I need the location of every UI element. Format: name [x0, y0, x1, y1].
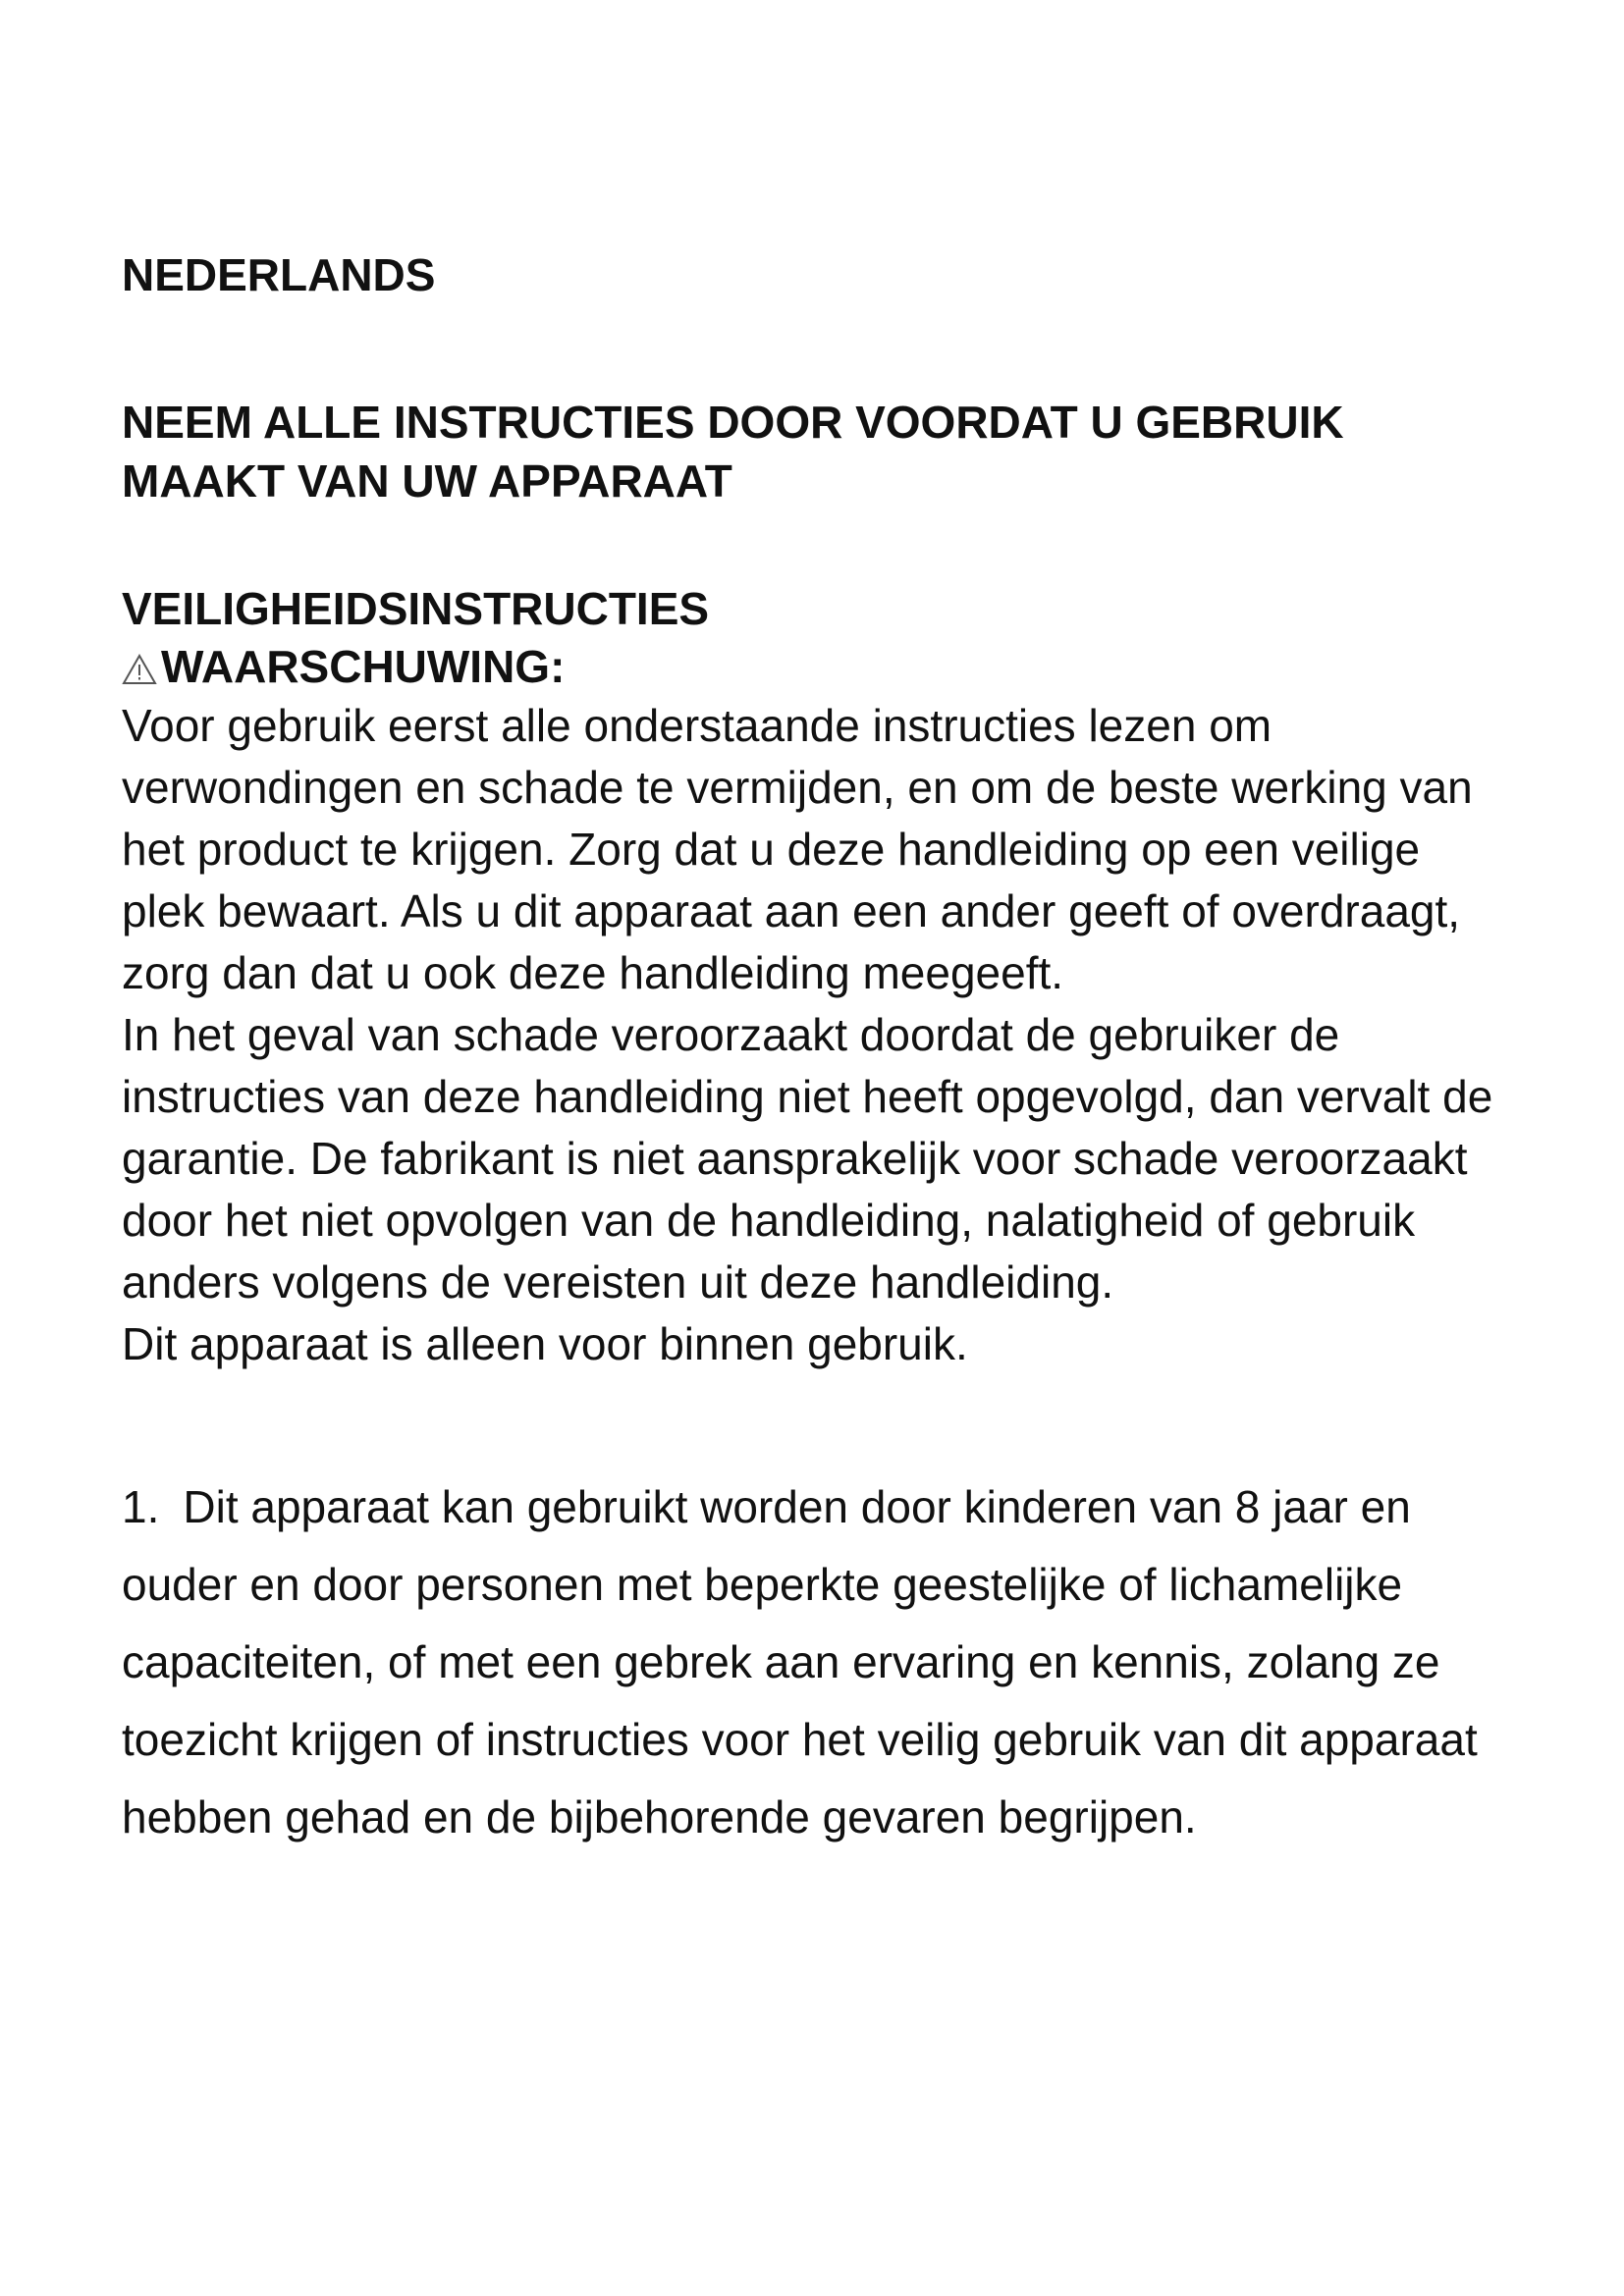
language-heading: NEDERLANDS: [122, 249, 436, 300]
section-title: VEILIGHEIDSINSTRUCTIES: [122, 583, 710, 634]
instruction-list: [122, 1468, 1506, 1856]
main-title: NEEM ALLE INSTRUCTIES DOOR VOORDAT U GEBRUIK MAAKT VAN UW APPARAAT: [122, 397, 1344, 507]
list-item: [122, 1468, 1506, 1856]
warning-triangle-icon: [122, 654, 157, 685]
intro-paragraph: In het geval van schade veroorzaakt doordat de gebruiker de instructies van deze handleiding niet heeft opgevolgd, dan vervalt de garantie. De fabrikant is niet aansprakelijk voor schade veroorzaakt door het niet opvolgen van de handleiding, nalatigheid of gebruik anders volgens de vereisten uit deze handleiding.: [122, 1009, 1493, 1308]
list-item-text: Dit apparaat kan gebruikt worden door kinderen van 8 jaar en ouder en door personen met beperkte geestelijke of lichamelijke capaciteiten, of met een gebrek aan ervaring en kennis, zolang ze toezicht krijgen of instructies voor het veilig gebruik van dit apparaat hebben gehad en de bijbehorende gevaren begrijpen.: [122, 1481, 1478, 1842]
warning-label: WAARSCHUWING:: [161, 641, 566, 692]
intro-text: [122, 695, 1506, 1375]
list-item-number: 1.: [122, 1481, 160, 1532]
intro-paragraph: Dit apparaat is alleen voor binnen gebruik.: [122, 1318, 968, 1369]
warning-row: [122, 638, 1506, 695]
intro-paragraph: Voor gebruik eerst alle onderstaande instructies lezen om verwondingen en schade te vermijden, en om de beste werking van het product te krijgen. Zorg dat u deze handleiding op een veilige plek bewaart. Als u dit apparaat aan een ander geeft of overdraagt, zorg dan dat u ook deze handleiding meegeeft.: [122, 700, 1473, 998]
